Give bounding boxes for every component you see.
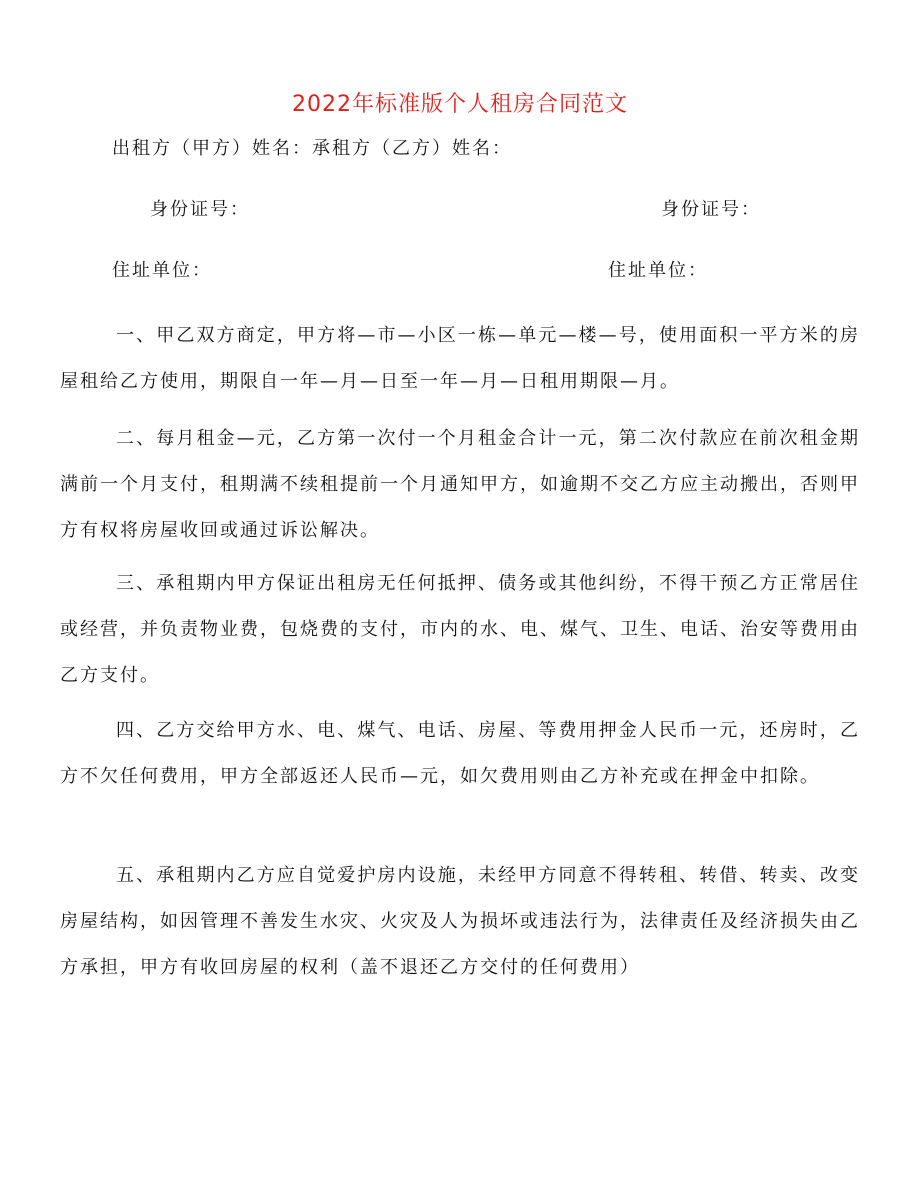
clause-5: 五、承租期内乙方应自觉爱护房内设施，未经甲方同意不得转租、转借、转卖、改变房屋结构，如因管理不善发生水灾、火灾及人为损坏或违法行为，法律责任及经济损失由乙方承担，甲方有收回房屋的权利（盖不退还乙方交付的任何费用） (60, 865, 860, 978)
tenant-address-label: 住址单位： (608, 260, 708, 281)
landlord-id-label: 身份证号： (150, 199, 250, 220)
clause-1: 一、甲乙双方商定，甲方将—市—小区一栋—单元—楼—号，使用面积一平方米的房屋租给乙方使用，期限自一年—月—日至一年—月—日租用期限—月。 (60, 325, 860, 392)
tenant-id-label: 身份证号： (661, 199, 761, 220)
landlord-address-label: 住址单位： (112, 260, 212, 281)
document-title: 2022年标准版个人租房合同范文 (292, 92, 628, 117)
parties-line: 出租方（甲方）姓名：承租方（乙方）姓名： (112, 138, 512, 159)
clause-2: 二、每月租金—元，乙方第一次付一个月租金合计一元，第二次付款应在前次租金期满前一个月支付，租期满不续租提前一个月通知甲方，如逾期不交乙方应主动搬出，否则甲方有权将房屋收回或通过诉讼解决。 (60, 428, 860, 541)
clause-3: 三、承租期内甲方保证出租房无任何抵押、债务或其他纠纷，不得干预乙方正常居住或经营，并负责物业费，包烧费的支付，市内的水、电、煤气、卫生、电话、治安等费用由乙方支付。 (60, 573, 860, 686)
clause-4: 四、乙方交给甲方水、电、煤气、电话、房屋、等费用押金人民币一元，还房时，乙方不欠任何费用，甲方全部返还人民币—元，如欠费用则由乙方补充或在押金中扣除。 (60, 720, 860, 787)
